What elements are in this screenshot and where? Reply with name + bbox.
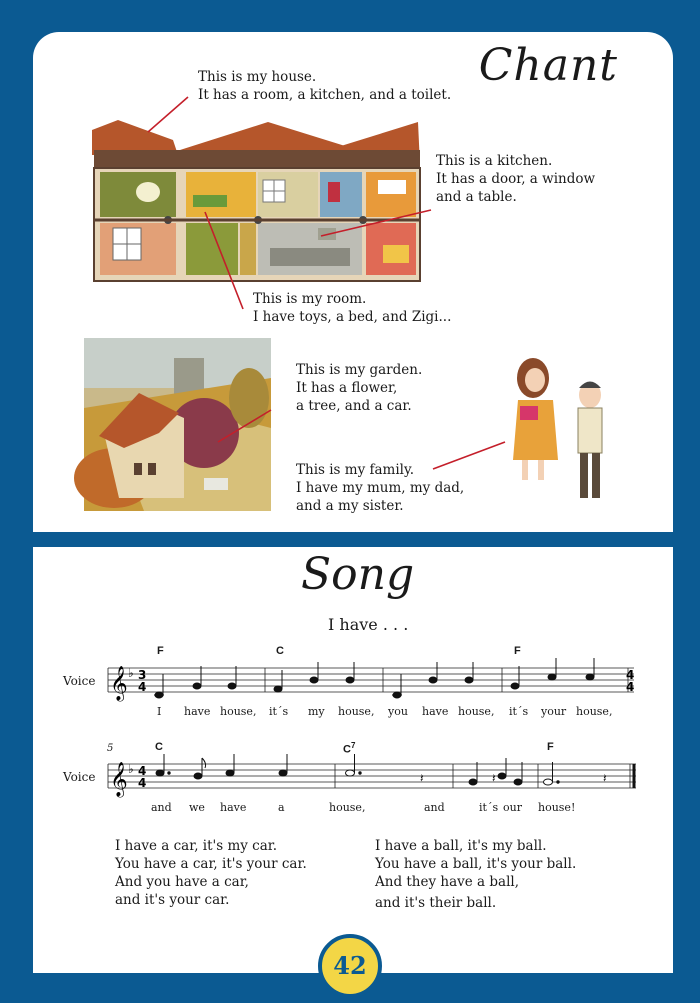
verse-right: [375, 837, 576, 912]
song-panel: [33, 547, 673, 973]
lyric-word: house,: [220, 705, 257, 718]
kitchen-pointer: [321, 210, 431, 236]
lyric-word: house,: [458, 705, 495, 718]
garden-pointer: [218, 410, 271, 442]
caption-line: This is a kitchen.: [436, 153, 553, 169]
verse-line: and it's your car.: [115, 892, 230, 908]
lyric-word: have: [422, 705, 449, 718]
house-pointer: [148, 97, 188, 132]
chord-label: C: [155, 741, 163, 753]
chant-panel: [33, 32, 673, 532]
chord-label: [343, 741, 355, 756]
verse-line: And they have a ball,: [375, 874, 520, 890]
lyric-word: house,: [338, 705, 375, 718]
house-caption: [198, 68, 451, 104]
svg-text:4: 4: [626, 680, 635, 694]
svg-text:4: 4: [138, 680, 147, 694]
lyric-word: and: [424, 801, 445, 814]
voice-label: Voice: [63, 770, 96, 784]
song-title: Song: [301, 549, 415, 600]
lyric-word: our: [503, 801, 522, 814]
lyric-word: it´s: [269, 705, 289, 718]
chant-title: Chant: [478, 40, 618, 91]
lyric-word: have: [220, 801, 247, 814]
music-staff-row2: [108, 758, 638, 798]
svg-text:𝄽: 𝄽: [603, 771, 607, 785]
chord-label: F: [547, 741, 554, 753]
caption-line: This is my family.: [296, 462, 415, 478]
garden-caption: [296, 361, 422, 415]
lyric-word: you: [388, 705, 408, 718]
verse-left: [115, 837, 307, 909]
lyric-word: a: [278, 801, 285, 814]
svg-text:4: 4: [626, 668, 635, 682]
verse-line: I have a car, it's my car.: [115, 838, 278, 854]
kitchen-caption: [436, 152, 595, 206]
caption-line: I have toys, a bed, and Zigi...: [253, 309, 452, 325]
caption-line: I have my mum, my dad,: [296, 480, 465, 496]
chord-label: C: [276, 645, 284, 657]
lyric-word: we: [189, 801, 205, 814]
lyric-word: it´s: [509, 705, 529, 718]
room-caption: [253, 290, 451, 326]
pointer-lines: [33, 32, 673, 532]
caption-line: and a table.: [436, 189, 517, 205]
verse-line: You have a ball, it's your ball.: [375, 856, 577, 872]
chord-extension: 7: [350, 741, 356, 750]
svg-text:3: 3: [138, 668, 147, 682]
caption-line: It has a flower,: [296, 380, 398, 396]
caption-line: This is my room.: [253, 291, 367, 307]
verse-line: I have a ball, it's my ball.: [375, 838, 547, 854]
lyric-word: have: [184, 705, 211, 718]
bar-number: 5: [107, 743, 114, 754]
voice-label: Voice: [63, 674, 96, 688]
svg-text:𝄽: 𝄽: [420, 771, 424, 785]
lyric-word: house!: [538, 801, 576, 814]
svg-text:4: 4: [138, 764, 147, 778]
svg-text:4: 4: [138, 776, 147, 790]
svg-text:♭: ♭: [128, 666, 134, 680]
chord-label: F: [514, 645, 521, 657]
page-number-badge: 42: [318, 934, 382, 998]
verse-line: You have a car, it's your car.: [115, 856, 307, 872]
song-subtitle: I have . . .: [328, 615, 409, 634]
room-pointer: [205, 212, 243, 309]
verse-line: And you have a car,: [115, 874, 249, 890]
lyric-word: house,: [576, 705, 613, 718]
caption-line: It has a door, a window: [436, 171, 596, 187]
svg-text:♭: ♭: [128, 762, 134, 776]
lyric-word: house,: [329, 801, 366, 814]
family-caption: [296, 461, 464, 515]
caption-line: and a my sister.: [296, 498, 404, 514]
svg-text:𝄽: 𝄽: [492, 771, 496, 785]
caption-line: a tree, and a car.: [296, 398, 412, 414]
chord-label: F: [157, 645, 164, 657]
lyric-word: it´s: [479, 801, 499, 814]
svg-text:𝄞: 𝄞: [110, 666, 128, 701]
chord-root: C: [343, 743, 351, 756]
lyric-word: your: [541, 705, 567, 718]
music-staff-row1: [108, 662, 638, 702]
caption-line: It has a room, a kitchen, and a toilet.: [198, 87, 452, 103]
lyric-word: I: [157, 705, 162, 718]
verse-line: and it's their ball.: [375, 895, 497, 911]
svg-text:𝄞: 𝄞: [110, 762, 128, 797]
caption-line: This is my garden.: [296, 362, 423, 378]
caption-line: This is my house.: [198, 69, 317, 85]
lyric-word: my: [308, 705, 325, 718]
lyric-word: and: [151, 801, 172, 814]
